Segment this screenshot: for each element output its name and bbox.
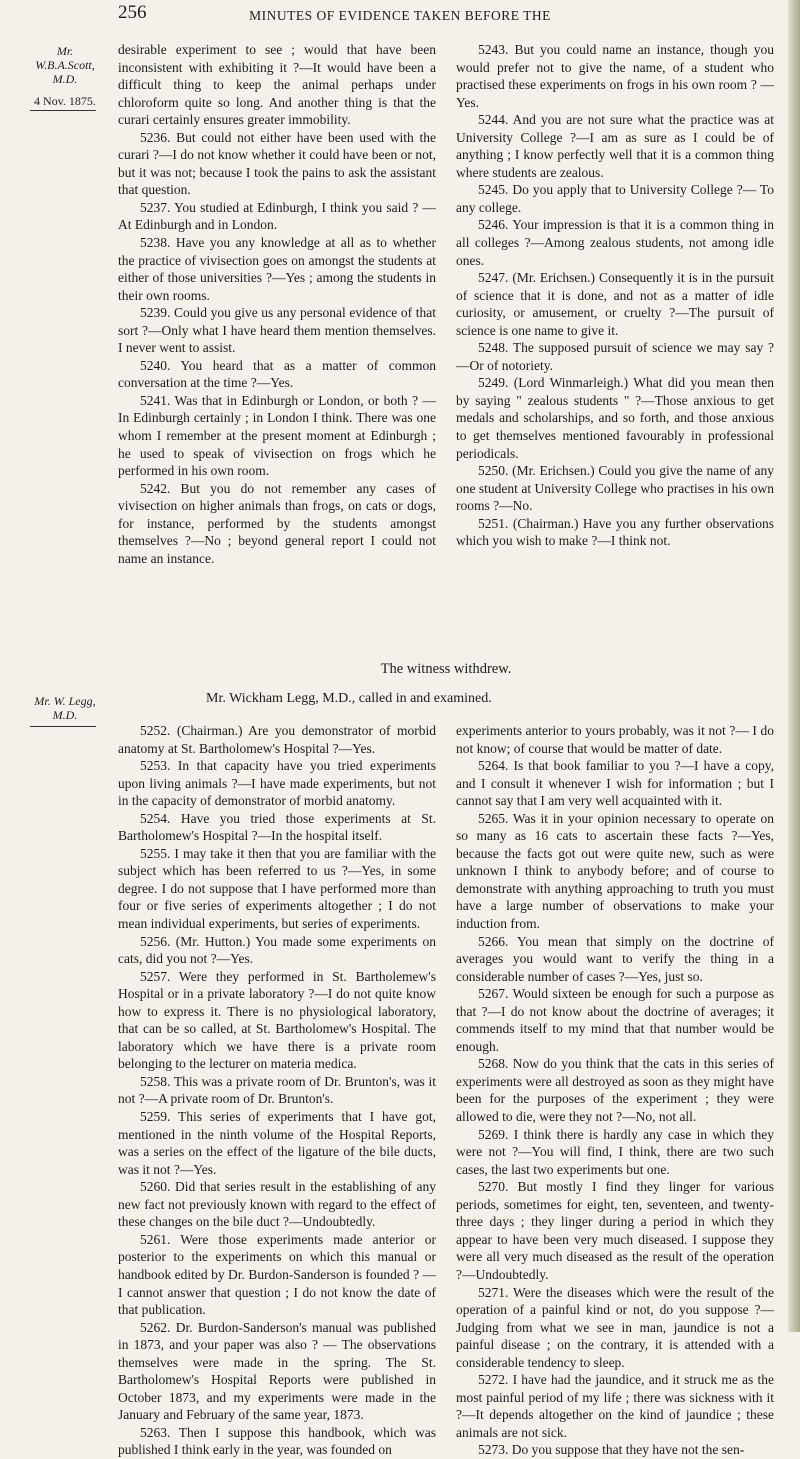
paragraph: 5250. (Mr. Erichsen.) Could you give the name of any one student at University College who practises in his own rooms ?—No. bbox=[456, 463, 774, 514]
paragraph: 5266. You mean that simply on the doctrine of averages you would want to verify the thing in a considerable number of cases ?—Yes, just so. bbox=[456, 933, 774, 984]
paragraph: 5252. (Chairman.) Are you demonstrator of morbid anatomy at St. Bartholomew's Hospital ?—Yes. bbox=[118, 723, 436, 756]
paragraph: 5271. Were the diseases which were the result of the operation of a painful kind or not, do you suppose ?—Judging from what we see in man, jaundice is not a painful disease ; on the contrary, it is attended with a considerable tendency to sleep. bbox=[456, 1284, 774, 1370]
paragraph: 5244. And you are not sure what the practice was at University College ?—I am as sure as I could be of anything ; I know perfectly well that it is a common thing where students are zealous. bbox=[456, 112, 774, 180]
paragraph: 5273. Do you suppose that they have not the sen- bbox=[478, 1442, 745, 1458]
paragraph: 5267. Would sixteen be enough for such a purpose as that ?—I do not know about the doctrine of averages; it commends itself to my mind that that number would be enough. bbox=[456, 986, 774, 1054]
paragraph: 5268. Now do you think that the cats in this series of experiments were all destroyed as soon as they might have been for the purposes of the experiment ; they were allowed to die, were they not ?—No, not all. bbox=[456, 1056, 774, 1125]
section2-right-column bbox=[456, 722, 774, 1459]
witness-withdrew-line: The witness withdrew. bbox=[380, 661, 512, 677]
page-header bbox=[0, 2, 800, 34]
page-edge-shadow bbox=[788, 0, 800, 1332]
section1-right-column bbox=[456, 41, 774, 550]
paragraph: 5251. (Chairman.) Have you any further observations which you wish to make ?—I think not. bbox=[456, 515, 774, 549]
paragraph: 5257. Were they performed in St. Bartholemew's Hospital or in a private laboratory ?—I do not quite know how to express it. There is no physiological laboratory, that can be so called, at St. Bartholomew's Hospital. The laboratory which we have there is a private room belonging to the lecturer on materia medica. bbox=[118, 968, 436, 1072]
paragraph: 5261. Were those experiments made anterior or posterior to the experiments on which this manual or handbook edited by Dr. Burdon-Sanderson is founded ? —I cannot answer that question ; I do not know the date of that publication. bbox=[118, 1231, 436, 1318]
margin-witness-name: Mr. W.B.A.Scott, M.D. bbox=[35, 44, 95, 86]
paragraph: 5240. You heard that as a matter of common conversation at the time ?—Yes. bbox=[118, 357, 436, 391]
paragraph: 5243. But you could name an instance, though you would prefer not to give the name, of a student who practised these experiments on frogs in his own room ? —Yes. bbox=[456, 42, 774, 110]
margin-rule bbox=[30, 110, 96, 111]
paragraph: 5249. (Lord Winmarleigh.) What did you mean then by saying " zealous students " ?—Those anxious to get medals and scholarships, and so forth, and those anxious to get themselves mentioned favourably in professional periodicals. bbox=[456, 375, 774, 461]
margin-date: 4 Nov. 1875. bbox=[34, 94, 96, 108]
paragraph: 5265. Was it in your opinion necessary to operate on so many as 16 cats to ascertain these facts ?—Yes, because the facts got out were quite new, such as were unknown I think to anybody before; and of course to demonstrate with anything approaching to truth you must have a large number of observations to make your induction from. bbox=[456, 810, 774, 932]
section1-left-column bbox=[118, 41, 436, 567]
paragraph: 5258. This was a private room of Dr. Brunton's, was it not ?—A private room of Dr. Brunton's. bbox=[118, 1073, 436, 1107]
paragraph: 5237. You studied at Edinburgh, I think you said ? —At Edinburgh and in London. bbox=[118, 199, 436, 233]
paragraph: 5254. Have you tried those experiments at St. Bartholomew's Hospital ?—In the hospital itself. bbox=[118, 810, 436, 844]
paragraph: 5248. The supposed pursuit of science we may say ? —Or of notoriety. bbox=[456, 340, 774, 373]
paragraph: 5245. Do you apply that to University College ?— To any college. bbox=[456, 182, 774, 215]
paragraph: 5241. Was that in Edinburgh or London, or both ? —In Edinburgh certainly ; in London I think. There was one whom I remember at the present moment at Edinburgh ; he used to speak of vivisection on frogs which he performed in his own room. bbox=[118, 392, 436, 479]
paragraph: 5262. Dr. Burdon-Sanderson's manual was published in 1873, and your paper was also ? — The observations themselves were made in the spring. The St. Bartholomew's Hospital Reports were published in October 1873, and my experiments were made in the January and February of the same year, 1873. bbox=[118, 1319, 436, 1423]
paragraph: 5236. But could not either have been used with the curari ?—I do not know whether it could have been or not, but it was not; because I took the pains to ask the assistant that question. bbox=[118, 129, 436, 198]
paragraph: 5253. In that capacity have you tried experiments upon living animals ?—I have made experiments, but not in the capacity of demonstrator of morbid anatomy. bbox=[118, 758, 436, 809]
paragraph: 5264. Is that book familiar to you ?—I have a copy, and I consult it whenever I wish for information ; but I cannot say that I am very well acquainted with it. bbox=[456, 758, 774, 809]
paragraph: 5255. I may take it then that you are familiar with the subject which has been referred to us ?—Yes, in some degree. I do not suppose that I have performed more than four or five series of experiments altogether ; I do not mean individual experiments, but series of experiments. bbox=[118, 845, 436, 932]
paragraph: 5247. (Mr. Erichsen.) Consequently it is in the pursuit of science that it is done, and not as a matter of idle curiosity, or amusement, or cruelty ?—The pursuit of science is one name to give it. bbox=[456, 270, 774, 338]
paragraph: 5238. Have you any knowledge at all as to whether the practice of vivisection goes on amongst the students at either of those universities ?—Yes ; among the students in their own rooms. bbox=[118, 235, 436, 303]
margin-rule-2 bbox=[30, 726, 96, 727]
margin-witness-name-2: Mr. W. Legg, M.D. bbox=[34, 694, 96, 722]
running-title: MINUTES OF EVIDENCE TAKEN BEFORE THE bbox=[249, 8, 551, 23]
paragraph: 5246. Your impression is that it is a common thing in all colleges ?—Among zealous students, not among idle ones. bbox=[456, 217, 774, 268]
paragraph: 5256. (Mr. Hutton.) You made some experiments on cats, did you not ?—Yes. bbox=[118, 933, 436, 967]
paragraph: 5263. Then I suppose this handbook, which was published I think early in the year, was founded on bbox=[118, 1424, 436, 1458]
paragraph: 5239. Could you give us any personal evidence of that sort ?—Only what I have heard them mention themselves. I never went to assist. bbox=[118, 305, 436, 356]
witness-heading: Mr. Wickham Legg, M.D., called in and examined. bbox=[206, 691, 492, 706]
paragraph: desirable experiment to see ; would that have been inconsistent with exhibiting it ?—It would have been a difficult thing to keep the animal perhaps under chloroform quite so long. And another thing is that the curari certainly ensures greater immobility. bbox=[118, 42, 436, 128]
paragraph: 5269. I think there is hardly any case in which they were not ?—You will find, I think, there are two such cases, the last two experiments but one. bbox=[456, 1126, 774, 1177]
section2-left-column bbox=[118, 722, 436, 1459]
paragraph: 5242. But you do not remember any cases of vivisection on higher animals than frogs, on cats or dogs, for instance, performed by the students amongst themselves ?—No ; beyond general report I could not name an instance. bbox=[118, 480, 436, 566]
paragraph: 5270. But mostly I find they linger for various periods, sometimes for eight, ten, seventeen, and twenty-three days ; they linger during a period in which they appear to have been very much diseased. I suppose they were all very much diseased as the result of the operation ?—Undoubtedly. bbox=[456, 1179, 774, 1282]
paragraph: 5259. This series of experiments that I have got, mentioned in the ninth volume of the Hospital Reports, was a series on the effect of the ligature of the bile ducts, was it not ?—Yes. bbox=[118, 1109, 436, 1177]
paragraph: 5260. Did that series result in the establishing of any new fact not previously known with regard to the effect of these changes on the bile duct ?—Undoubtedly. bbox=[118, 1179, 436, 1230]
paragraph: experiments anterior to yours probably, was it not ?— I do not know; of course that would be matter of date. bbox=[456, 723, 774, 756]
paragraph: 5272. I have had the jaundice, and it struck me as the most painful period of my life ; there was sickness with it ?—It depends altogether on the kind of jaundice ; these animals are not sick. bbox=[456, 1372, 774, 1440]
page-number: 256 bbox=[118, 2, 147, 23]
